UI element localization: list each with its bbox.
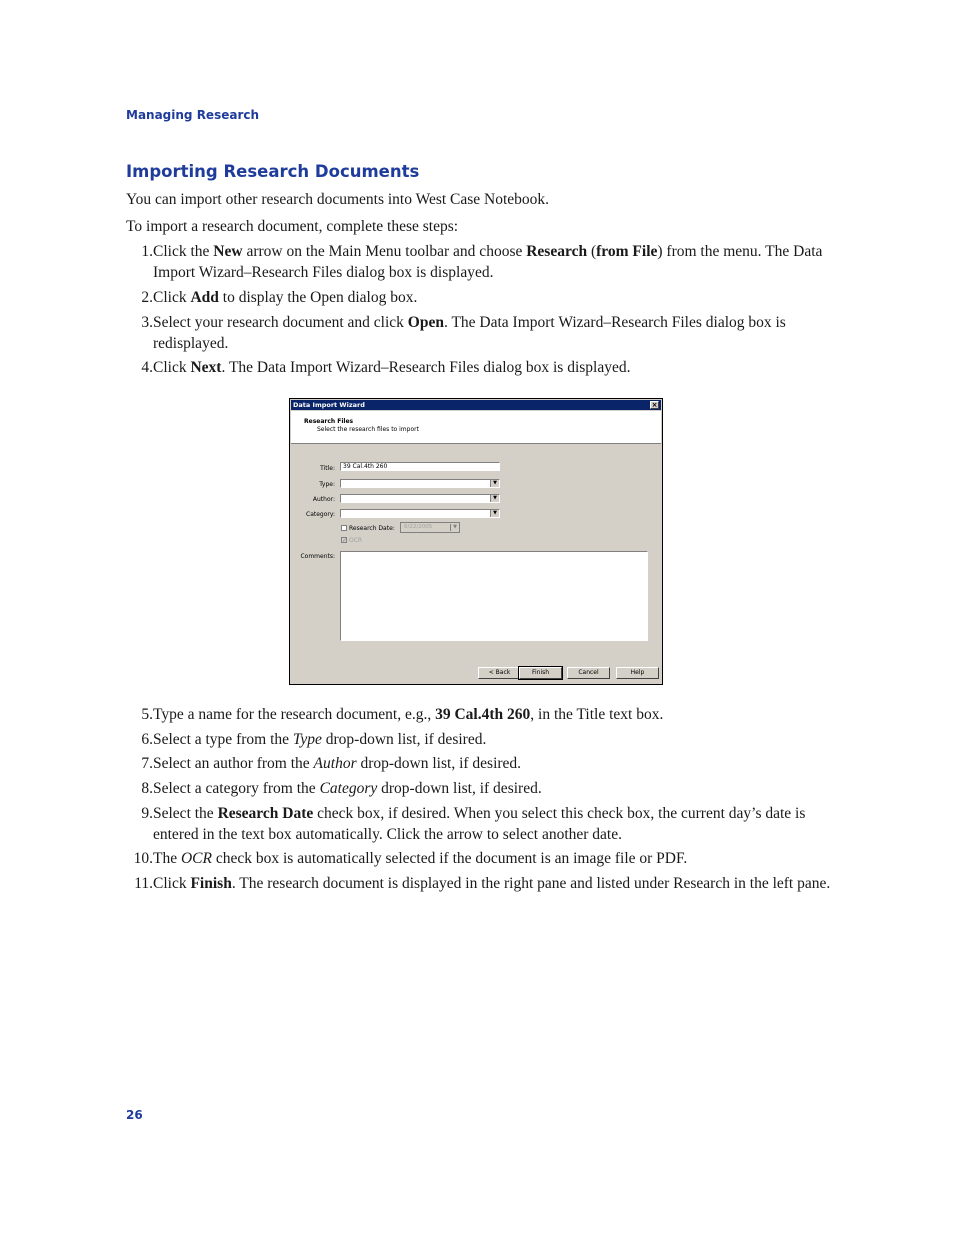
research-date-picker[interactable] [400,522,460,533]
step-text [153,848,836,869]
step-number: 9. [141,805,153,822]
category-dropdown[interactable] [340,509,500,518]
text-run: ) from the menu. The Data Import Wizard–Research Files dialog box is displayed. [153,243,823,281]
emphasis-bold: New [213,243,243,260]
dialog-title: Data Import Wizard [293,401,365,409]
step-item [126,729,836,750]
author-label: Author: [312,496,335,503]
step-text [153,287,836,308]
emphasis-bold: Open [407,314,444,331]
step-item [126,873,836,894]
text-run: Select a category from the [153,780,320,797]
step-number: 11. [134,875,153,892]
text-run: drop-down list, if desired. [377,780,542,797]
text-run: Click the [153,243,214,260]
text-run: Click [153,289,191,306]
text-run: ( [587,243,597,260]
emphasis-italic: Type [292,731,322,748]
step-item [126,753,836,774]
emphasis-bold: 39 Cal.4th 260 [435,706,531,723]
lead-paragraph: To import a research document, complete these steps: [126,218,459,235]
step-item [126,778,836,799]
research-date-checkbox[interactable] [341,525,347,531]
emphasis-bold: from File [596,243,658,260]
banner-title: Research Files [304,418,354,425]
step-number: 10. [133,850,153,867]
step-number: 4. [141,359,153,376]
step-item [126,312,836,352]
dialog-titlebar [291,400,661,410]
emphasis-italic: Author [313,755,357,772]
cancel-button[interactable]: Cancel [567,667,610,679]
emphasis-bold: Research [526,243,588,260]
chevron-down-icon[interactable]: ▼ [450,524,459,531]
category-label: Category: [306,511,335,518]
step-number: 7. [141,755,153,772]
page-number: 26 [126,1108,143,1122]
chevron-down-icon[interactable]: ▼ [490,510,499,517]
step-text [153,753,836,774]
type-dropdown[interactable] [340,479,500,488]
type-label: Type: [319,481,335,488]
step-item [126,357,836,378]
text-run: drop-down list, if desired. [321,731,487,748]
emphasis-italic: OCR [180,850,212,867]
step-item [126,848,836,869]
title-label: Title: [320,465,335,472]
text-run: , in the Title text box. [530,706,664,723]
step-item [126,803,836,843]
emphasis-italic: Category [319,780,378,797]
text-run: Type a name for the research document, e.g., [153,706,436,723]
close-icon[interactable]: × [651,401,658,409]
text-run: Select your research document and click [153,314,408,331]
step-number: 6. [141,731,153,748]
intro-paragraph: You can import other research documents into West Case Notebook. [126,191,550,208]
text-run: Select the [153,805,218,822]
author-dropdown[interactable] [340,494,500,503]
step-item [126,241,836,281]
text-run: check box is automatically selected if the document is an image file or PDF. [211,850,688,867]
text-run: Select a type from the [153,731,293,748]
dialog-banner [291,411,661,444]
text-run: check box, if desired. When you select this check box, the current day’s date is entered in the text box automatically. Click the arrow to select another date. [153,805,806,843]
chevron-down-icon[interactable]: ▼ [490,480,499,487]
finish-button[interactable]: Finish [519,667,562,679]
step-number: 8. [141,780,153,797]
text-run: . The Data Import Wizard–Research Files dialog box is displayed. [221,359,631,376]
step-text [153,312,836,354]
title-input[interactable]: 39 Cal.4th 260 [340,462,500,471]
ocr-label: OCR [349,537,363,544]
emphasis-bold: Finish [190,875,232,892]
text-run: arrow on the Main Menu toolbar and choose [242,243,527,260]
text-run: Click [153,875,191,892]
emphasis-bold: Research Date [217,805,314,822]
step-number: 5. [141,706,153,723]
text-run: . The Data Import Wizard–Research Files dialog box is redisplayed. [153,314,786,352]
research-date-value: 6/22/2005 [404,524,433,530]
chevron-down-icon[interactable]: ▼ [490,495,499,502]
text-run: to display the Open dialog box. [218,289,418,306]
emphasis-bold: Next [190,359,222,376]
step-text [153,873,836,894]
step-text [153,241,836,283]
step-text [153,803,836,845]
step-text [153,704,836,725]
step-number: 2. [141,289,153,306]
running-header: Managing Research [126,108,260,122]
text-run: drop-down list, if desired. [356,755,522,772]
text-run: Select an author from the [153,755,314,772]
step-text [153,729,836,750]
step-number: 3. [141,314,153,331]
step-item [126,287,836,308]
text-run: . The research document is displayed in the right pane and listed under Research in the left pane. [231,875,831,892]
step-text [153,778,836,799]
step-text [153,357,836,378]
step-item [126,704,836,725]
research-date-label: Research Date: [349,525,395,532]
comments-textarea[interactable] [340,551,648,641]
step-number: 1. [141,243,153,260]
emphasis-bold: Add [190,289,219,306]
banner-subtitle: Select the research files to import [317,426,419,433]
text-run: The [153,850,181,867]
help-button[interactable]: Help [616,667,659,679]
data-import-wizard-dialog [289,398,663,685]
back-button[interactable]: < Back [478,667,521,679]
comments-label: Comments: [300,553,335,560]
ocr-checkbox[interactable]: ✓ [342,537,348,544]
text-run: Click [153,359,191,376]
section-title: Importing Research Documents [126,162,420,181]
